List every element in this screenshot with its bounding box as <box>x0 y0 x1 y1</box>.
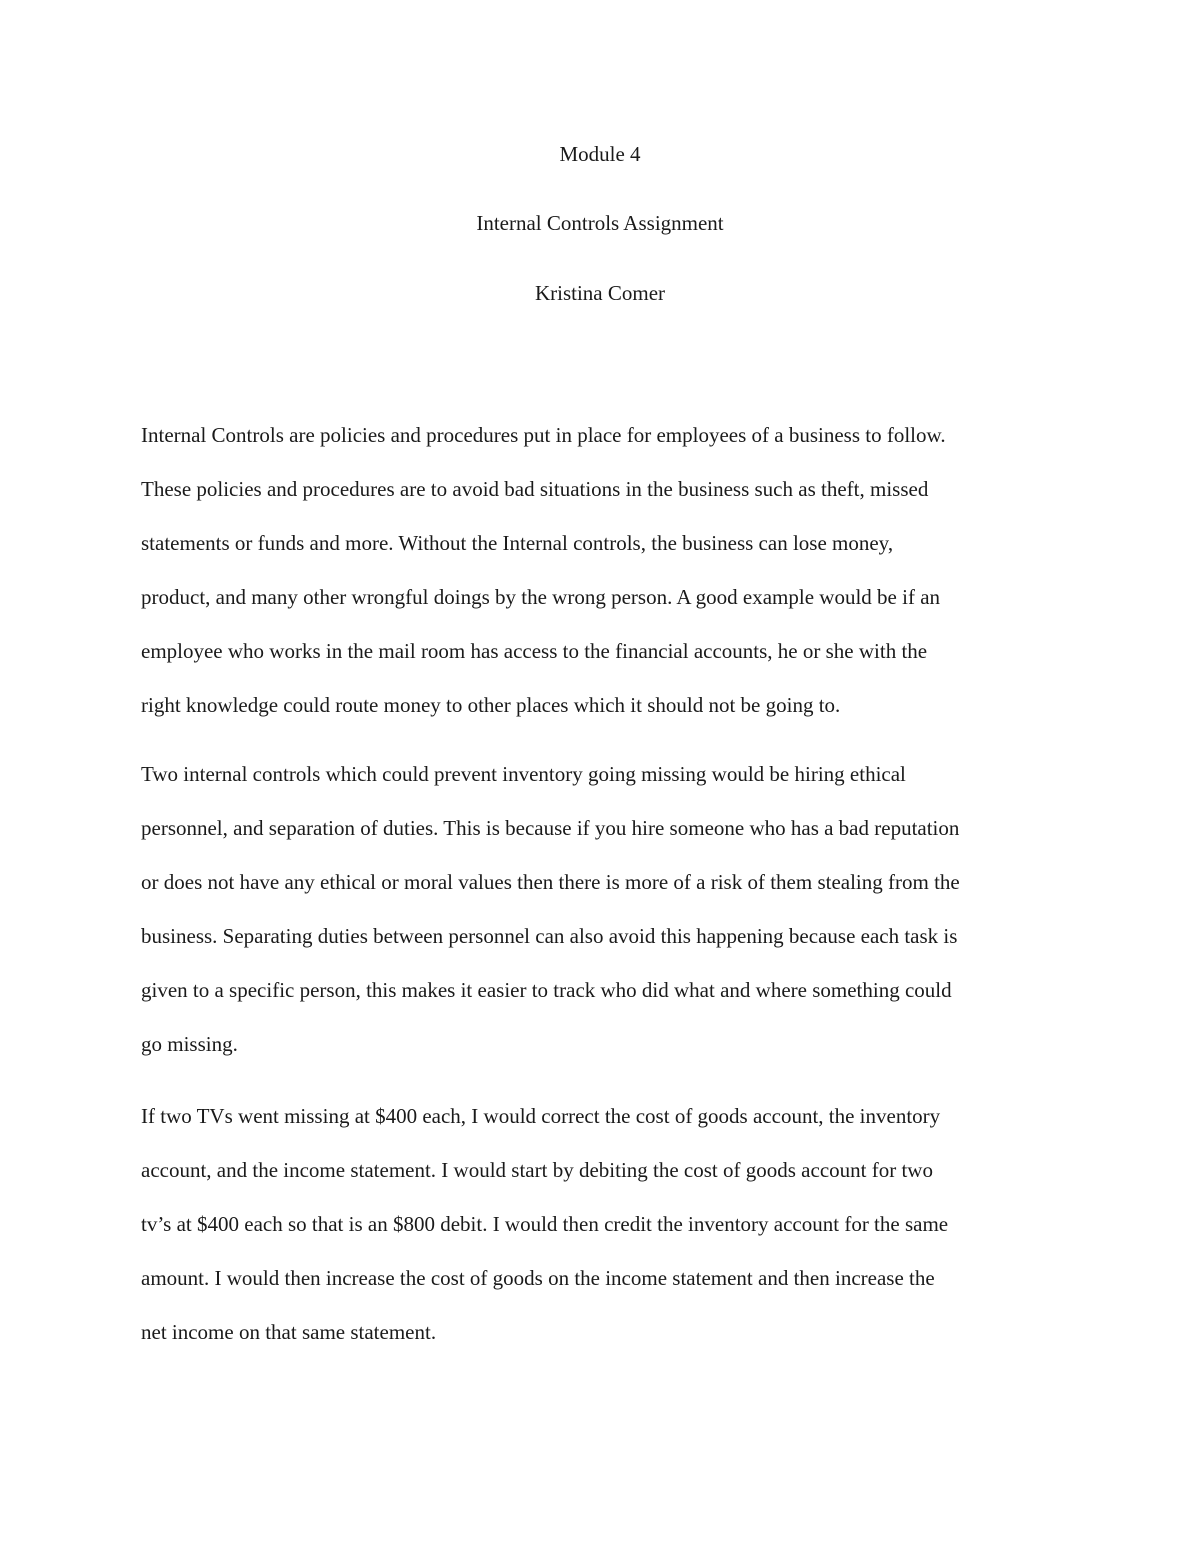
assignment-title: Internal Controls Assignment <box>476 211 724 235</box>
paragraph-line: employee who works in the mail room has access to the financial accounts, he or she with the <box>141 639 928 663</box>
paragraph-line: tv’s at $400 each so that is an $800 debit. I would then credit the inventory account for the same <box>141 1212 949 1236</box>
author-name: Kristina Comer <box>534 281 666 305</box>
paragraph-line: personnel, and separation of duties. This is because if you hire someone who has a bad reputation <box>141 816 960 840</box>
module-heading: Module 4 <box>559 142 641 166</box>
paragraph-line: statements or funds and more. Without the Internal controls, the business can lose money, <box>141 531 894 555</box>
paragraph-line: Internal Controls are policies and procedures put in place for employees of a business to follow. <box>141 423 946 447</box>
paragraph-line: go missing. <box>141 1032 238 1056</box>
paragraph-line: product, and many other wrongful doings by the wrong person. A good example would be if an <box>141 585 941 609</box>
paragraph-line: right knowledge could route money to other places which it should not be going to. <box>141 693 841 717</box>
paragraph-line: or does not have any ethical or moral values then there is more of a risk of them stealing from the <box>141 870 960 894</box>
paragraph-line: These policies and procedures are to avoid bad situations in the business such as theft, missed <box>141 477 929 501</box>
paragraph-line: given to a specific person, this makes it easier to track who did what and where something could <box>141 978 952 1002</box>
paragraph-line: net income on that same statement. <box>141 1320 437 1344</box>
paragraph-line: If two TVs went missing at $400 each, I would correct the cost of goods account, the inventory <box>141 1104 941 1128</box>
paragraph-line: Two internal controls which could prevent inventory going missing would be hiring ethical <box>141 762 906 786</box>
paragraph-line: amount. I would then increase the cost of goods on the income statement and then increase the <box>141 1266 935 1290</box>
paragraph-line: account, and the income statement. I would start by debiting the cost of goods account for two <box>141 1158 933 1182</box>
paragraph-line: business. Separating duties between personnel can also avoid this happening because each task is <box>141 924 958 948</box>
